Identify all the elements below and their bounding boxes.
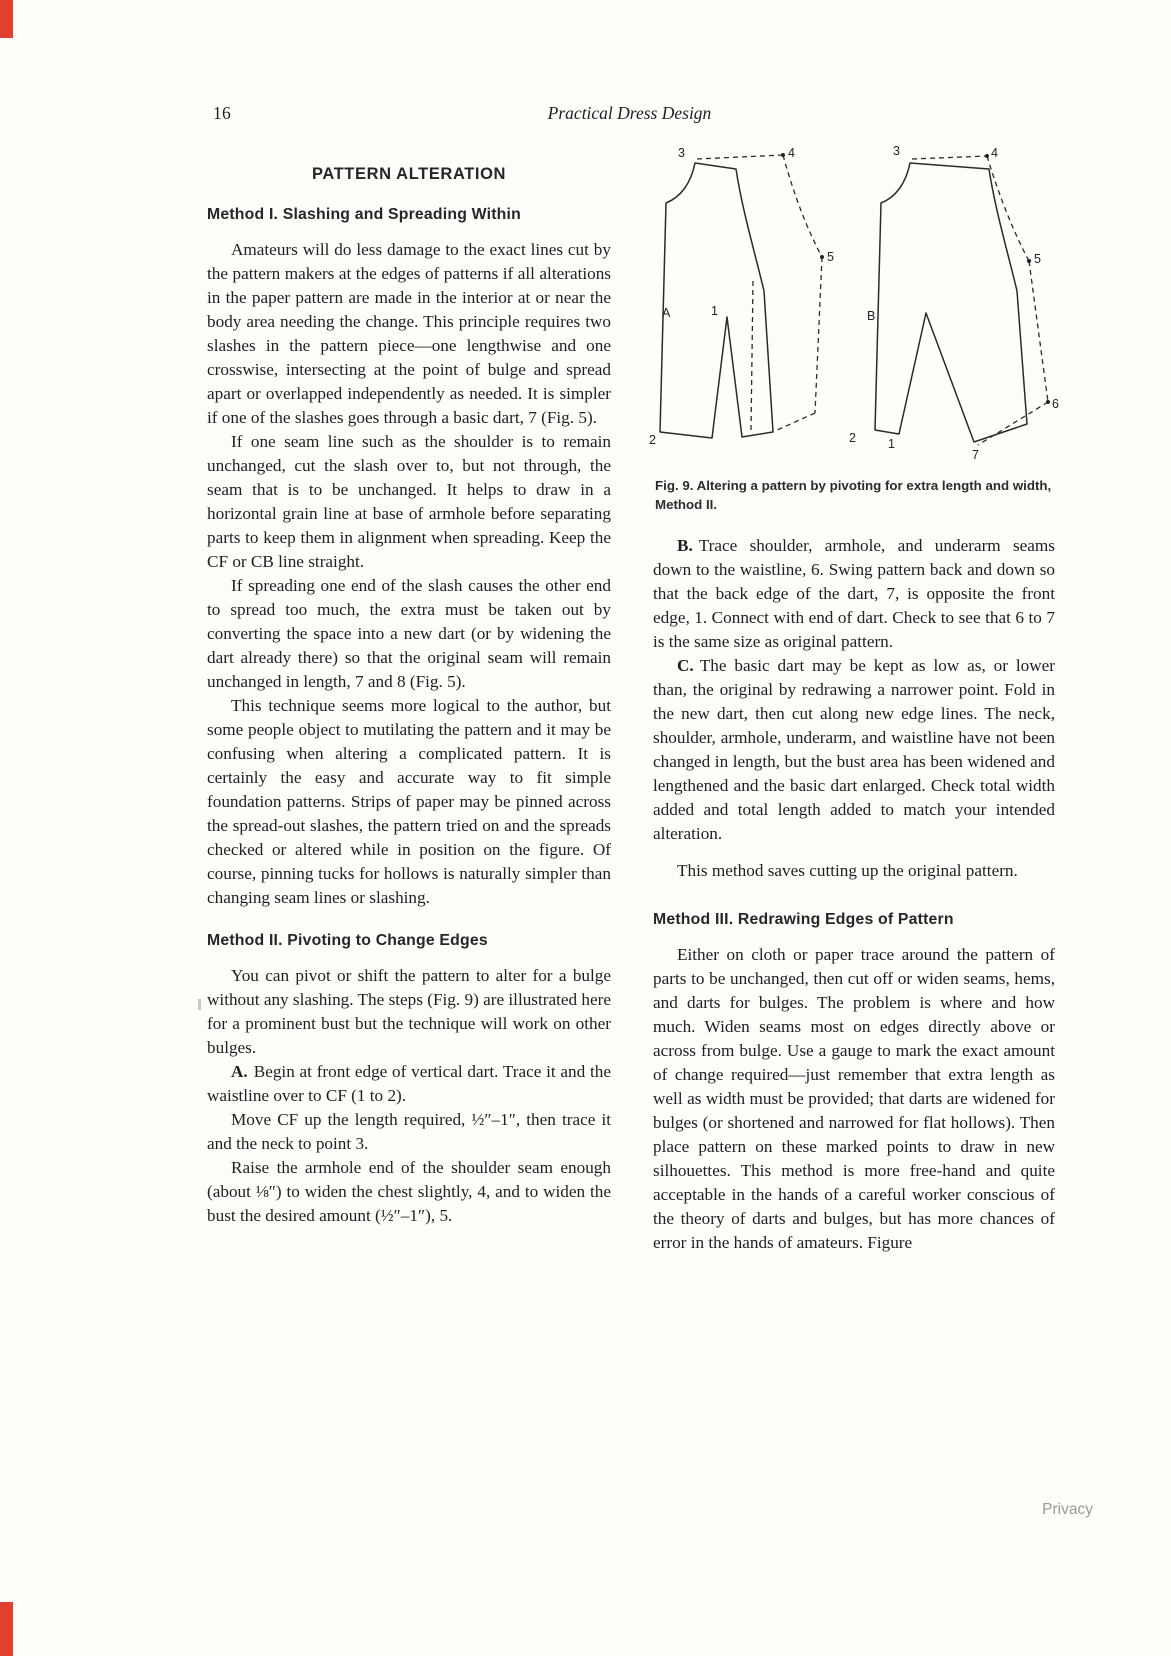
paragraph [207,430,611,574]
method-2-heading: Method II. Pivoting to Change Edges [207,932,488,949]
method-3-heading: Method III. Redrawing Edges of Pattern [653,911,954,929]
paragraph-text: Move CF up the length required, ½″–1″, then trace it and the neck to point 3. [207,1110,611,1153]
paragraph-text: Either on cloth or paper trace around the pattern of parts to be unchanged, then cut off or widen seams, hems, and darts for bulges. The problem is where and how much. Widen seams most on edges directly above or across from bulge. Use a gauge to mark the exact amount of change required—just remember that extra length as well as width must be provided; that darts are widened for bulges (or shortened and narrowed for flat hollows). Then place pattern on these marked points to draw in new silhouettes. This method is more free-hand and quite acceptable in the hands of a careful worker conscious of the theory of darts and bulges, but has more chances of error in the hands of amateurs. Figure [653,945,1055,1253]
pattern-b-new-waist [978,402,1048,445]
figure-point-label: 2 [849,431,856,445]
pattern-b-new-side-seam [1029,261,1048,402]
paragraph-text: This method saves cutting up the original pattern. [677,861,1018,881]
scan-edge-bottom [0,1602,13,1656]
figure-point-label: 2 [649,433,656,447]
pattern-a-new-waist [775,413,815,431]
point-6-dot [1046,400,1050,404]
figure-point-label: 3 [893,144,900,158]
pattern-b-outline [875,163,1027,442]
figure-part-label: B [867,309,876,323]
paragraph [207,1060,611,1108]
paragraph-text: The basic dart may be kept as low as, or lower than, the original by redrawing a narrower point. Fold in the new dart, then cut along new edge lines. The neck, shoulder, armhole, underarm, and waistline have not been changed in length, but the bust area has been widened and lengthened and the basic dart enlarged. Check total width added and total length added to match your intended alteration. [653,656,1055,844]
point-4-dot [985,154,989,158]
figure-point-label: 6 [1052,397,1059,411]
pattern-b-new-shoulder [912,156,987,159]
paragraph-text: Trace shoulder, armhole, and underarm seams down to the waistline, 6. Swing pattern back and down so that the back edge of the dart, 7, is opposite the front edge, 1. Connect with end of dart. Check to see that 6 to 7 is the same size as original pattern. [653,536,1055,652]
figure-part-label: A [662,306,671,320]
page-header [207,103,1052,129]
scan-edge-top [0,0,13,38]
pattern-a-outline [660,163,773,438]
paragraph [653,654,1055,846]
paragraph [207,574,611,694]
paragraph [207,964,611,1060]
method-1-heading: Method I. Slashing and Spreading Within [207,206,521,223]
paragraph-text: If spreading one end of the slash causes the other end to spread too much, the extra must be taken out by converting the space into a new dart (or by widening the dart already there) so that the original seam will remain unchanged in length, 7 and 8 (Fig. 5). [207,576,611,691]
two-column-layout [207,141,1059,1255]
paragraph [207,238,611,430]
right-column [649,141,1059,1255]
pattern-b-new-armhole [987,156,1029,261]
paragraph [653,534,1055,654]
pattern-a-new-side-seam [815,257,822,413]
figure-point-label: 5 [1034,252,1041,266]
section-title: PATTERN ALTERATION [311,165,507,183]
figure-point-label: 5 [827,250,834,264]
running-title: Practical Dress Design [547,103,712,123]
paragraph [207,694,611,910]
figure-point-label: 7 [972,448,979,462]
point-4-dot [781,153,785,157]
paragraph-lead: A. [231,1062,248,1081]
figure-9 [647,141,1059,471]
privacy-link[interactable]: Privacy [1042,1501,1093,1518]
paragraph-lead: C. [677,656,694,676]
point-5-dot [820,255,824,259]
pattern-a-traced-dart-edge [751,281,753,430]
pattern-a-new-armhole [783,155,822,257]
paragraph [653,943,1055,1255]
point-5-dot [1027,259,1031,263]
paragraph-text: If one seam line such as the shoulder is to remain unchanged, cut the slash over to, but not through, the seam that is to be unchanged. It helps to draw in a horizontal grain line at base of armhole before separating parts to keep them in alignment when spreading. Keep the CF or CB line straight. [207,432,611,571]
paragraph-text: Raise the armhole end of the shoulder seam enough (about ⅛″) to widen the chest slightly, 4, and to widen the bust the desired amount (½″–1″), 5. [207,1158,611,1225]
figure-point-label: 1 [888,437,895,451]
left-column [207,141,611,1255]
paragraph-text: Begin at front edge of vertical dart. Trace it and the waistline over to CF (1 to 2). [207,1062,611,1105]
paragraph-text: This technique seems more logical to the author, but some people object to mutilating the pattern and it may be confusing when altering a complicated pattern. It is certainly the easy and accurate way to fit simple foundation patterns. Strips of paper may be pinned across the spread-out slashes, the pattern tried on and the spreads checked or altered while in position on the figure. Of course, pinning tucks for hollows is naturally simpler than changing seam lines or slashing. [207,696,611,907]
pattern-a-new-shoulder [697,155,783,159]
figure-point-label: 1 [711,304,718,318]
pattern-diagram [647,141,1067,471]
scan-artifact [198,999,201,1010]
page-number: 16 [213,103,232,123]
paragraph [207,1156,611,1228]
figure-point-label: 4 [788,146,795,160]
paragraph-text: You can pivot or shift the pattern to alter for a bulge without any slashing. The steps (Fig. 9) are illustrated here for a prominent bust but the technique will work on other bulges. [207,966,611,1057]
paragraph [653,859,1055,883]
figure-caption: Fig. 9. Altering a pattern by pivoting for extra length and width, Method II. [655,478,1052,512]
paragraph-text: Amateurs will do less damage to the exact lines cut by the pattern makers at the edges of patterns if all alterations in the paper pattern are made in the interior at or near the body area needing the change. This principle requires two slashes in the pattern piece—one lengthwise and one crosswise, intersecting at the point of bulge and spread apart or overlapped independently as needed. It is simpler if one of the slashes goes through a basic dart, 7 (Fig. 5). [207,240,611,427]
figure-point-label: 4 [991,146,998,160]
paragraph-lead: B. [677,536,693,556]
paragraph [207,1108,611,1156]
figure-point-label: 3 [678,146,685,160]
